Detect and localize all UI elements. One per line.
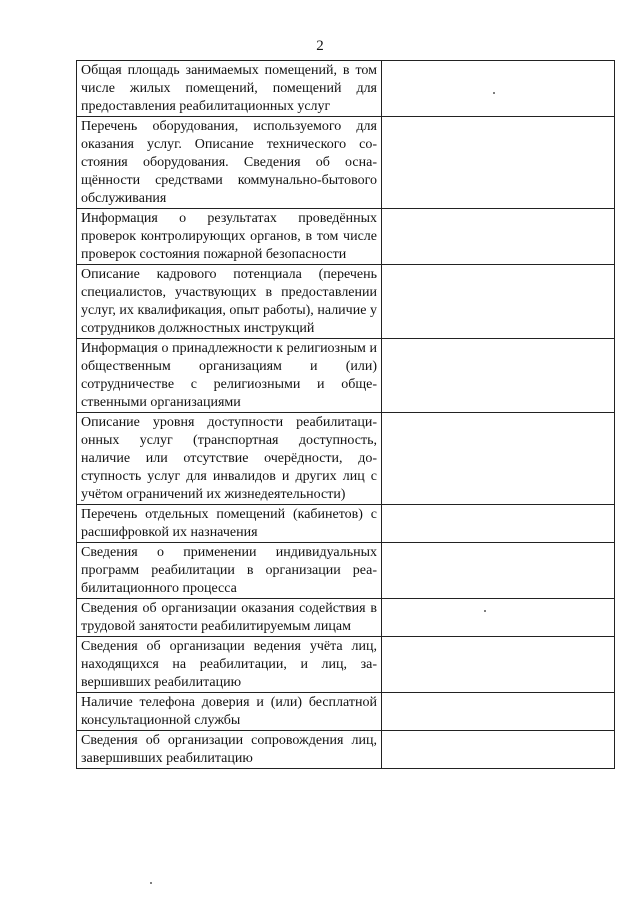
table-row bbox=[77, 543, 615, 599]
table-row bbox=[77, 117, 615, 209]
row-value bbox=[382, 413, 615, 505]
scan-speck bbox=[150, 882, 152, 884]
row-label: Сведения об организации оказания содействия в трудовой занятости реабилитируемым лицам bbox=[77, 599, 382, 637]
row-value bbox=[382, 61, 615, 117]
table-row bbox=[77, 731, 615, 769]
row-value bbox=[382, 117, 615, 209]
scan-speck bbox=[484, 610, 486, 612]
row-value bbox=[382, 265, 615, 339]
row-value bbox=[382, 693, 615, 731]
row-label: Описание кадрового потенциала (перечень специалистов, участвующих в предоставлении услуг, их квалификация, опыт работы), наличие у сотрудников должностных инструкций bbox=[77, 265, 382, 339]
row-value bbox=[382, 505, 615, 543]
row-label: Сведения о применении индивидуальных программ реабилитации в организации реабилитационного процесса bbox=[77, 543, 382, 599]
row-label: Общая площадь занимаемых помещений, в том числе жилых помещений, помещений для предоставления реабилитационных услуг bbox=[77, 61, 382, 117]
row-value bbox=[382, 731, 615, 769]
row-label: Сведения об организации ведения учёта лиц, находящихся на реабилитации, и лиц, завершивших реабилитацию bbox=[77, 637, 382, 693]
row-value bbox=[382, 543, 615, 599]
table-row bbox=[77, 693, 615, 731]
table-row bbox=[77, 61, 615, 117]
page-number: 2 bbox=[316, 38, 324, 54]
table-row bbox=[77, 339, 615, 413]
row-label: Наличие телефона доверия и (или) бесплатной консультационной службы bbox=[77, 693, 382, 731]
row-label: Информация о принадлежности к религиозным и общественным организациям и (или) сотрудничестве с религиозными и общественными организациями bbox=[77, 339, 382, 413]
row-value bbox=[382, 599, 615, 637]
scan-speck bbox=[493, 92, 495, 94]
row-value bbox=[382, 339, 615, 413]
row-value bbox=[382, 209, 615, 265]
row-value bbox=[382, 637, 615, 693]
table-row bbox=[77, 505, 615, 543]
row-label: Описание уровня доступности реабилитационных услуг (транспортная доступность, наличие или отсутствие очерёдности, доступность услуг для инвалидов и других лиц с учётом ограничений их жизнедеятельности) bbox=[77, 413, 382, 505]
table-row bbox=[77, 413, 615, 505]
table-row bbox=[77, 265, 615, 339]
row-label: Информация о результатах проведённых проверок контролирующих органов, в том числе проверок состояния пожарной безопасности bbox=[77, 209, 382, 265]
table-row bbox=[77, 209, 615, 265]
table-row bbox=[77, 599, 615, 637]
row-label: Сведения об организации сопровождения лиц, завершивших реабилитацию bbox=[77, 731, 382, 769]
info-table bbox=[76, 60, 615, 769]
row-label: Перечень оборудования, используемого для оказания услуг. Описание технического состояния оборудования. Сведения об оснащённости средствами коммунально-бытового обслуживания bbox=[77, 117, 382, 209]
table-row bbox=[77, 637, 615, 693]
row-label: Перечень отдельных помещений (кабинетов) с расшифровкой их назначения bbox=[77, 505, 382, 543]
